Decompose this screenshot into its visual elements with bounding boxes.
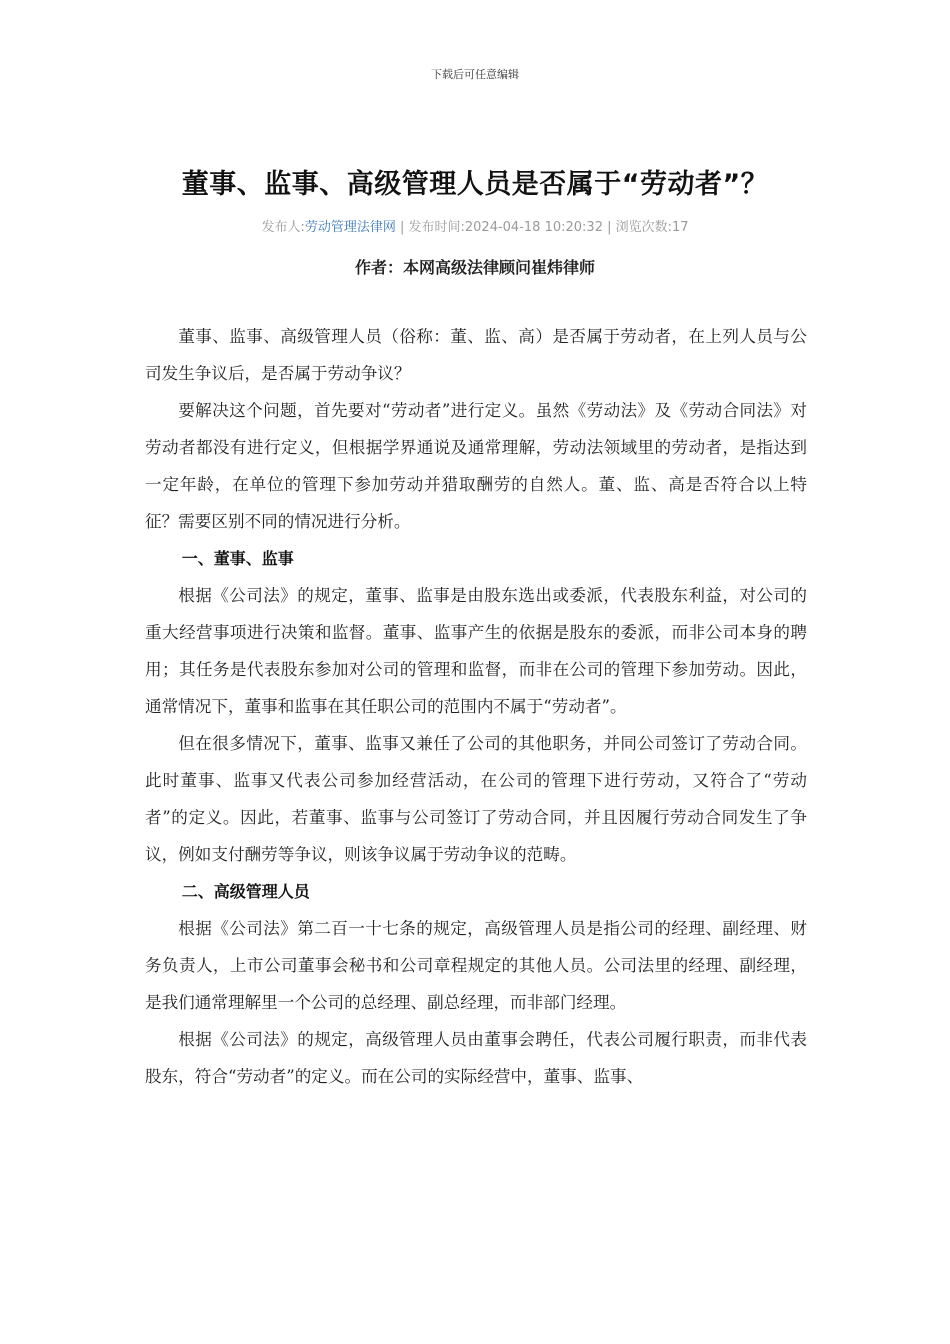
section-heading: 二、高级管理人员: [181, 882, 310, 901]
header-note: 下载后可任意编辑: [431, 68, 519, 81]
meta-separator: |: [602, 220, 616, 235]
paragraph: 根据《公司法》第二百一十七条的规定，高级管理人员是指公司的经理、副经理、财务负责人，上市公司董事会秘书和公司章程规定的其他人员。公司法里的经理、副经理，是我们通常理解里一个公司的总经理、副总经理，而非部门经理。: [145, 919, 807, 1012]
paragraph: 要解决这个问题，首先要对“劳动者”进行定义。虽然《劳动法》及《劳动合同法》对劳动者都没有进行定义，但根据学界通说及通常理解，劳动法领域里的劳动者，是指达到一定年龄，在单位的管理下参加劳动并猎取酬劳的自然人。董、监、高是否符合以上特征？需要区别不同的情况进行分析。: [145, 401, 807, 531]
author-byline: 作者：本网高级法律顾问崔炜律师: [354, 258, 595, 277]
article-body: [145, 318, 807, 1095]
view-count-label: 浏览次数:: [615, 220, 673, 235]
publisher-link[interactable]: 劳动管理法律网: [304, 220, 396, 235]
paragraph: 根据《公司法》的规定，高级管理人员由董事会聘任，代表公司履行职责，而非代表股东，符合“劳动者”的定义。而在公司的实际经营中，董事、监事、: [145, 1030, 807, 1086]
publish-time: 2024-04-18 10:20:32: [464, 220, 603, 235]
publisher-label: 发布人:: [261, 220, 305, 235]
article-meta: [100, 216, 850, 235]
paragraph: 但在很多情况下，董事、监事又兼任了公司的其他职务，并同公司签订了劳动合同。此时董事、监事又代表公司参加经营活动，在公司的管理下进行劳动，又符合了“劳动者”的定义。因此，若董事、监事与公司签订了劳动合同，并且因履行劳动合同发生了争议，例如支付酬劳等争议，则该争议属于劳动争议的范畴。: [145, 734, 807, 864]
paragraph: 根据《公司法》的规定，董事、监事是由股东选出或委派，代表股东利益，对公司的重大经营事项进行决策和监督。董事、监事产生的依据是股东的委派，而非公司本身的聘用；其任务是代表股东参加对公司的管理和监督，而非在公司的管理下参加劳动。因此，通常情况下，董事和监事在其任职公司的范围内不属于“劳动者”。: [145, 586, 807, 716]
paragraph: 董事、监事、高级管理人员（俗称：董、监、高）是否属于劳动者，在上列人员与公司发生争议后，是否属于劳动争议？: [145, 327, 807, 383]
view-count: 17: [672, 220, 689, 235]
publish-time-label: 发布时间:: [408, 220, 465, 235]
meta-separator: |: [395, 220, 409, 235]
article-title: 董事、监事、高级管理人员是否属于“劳动者”？: [181, 169, 769, 200]
section-heading: 一、董事、监事: [181, 549, 294, 568]
